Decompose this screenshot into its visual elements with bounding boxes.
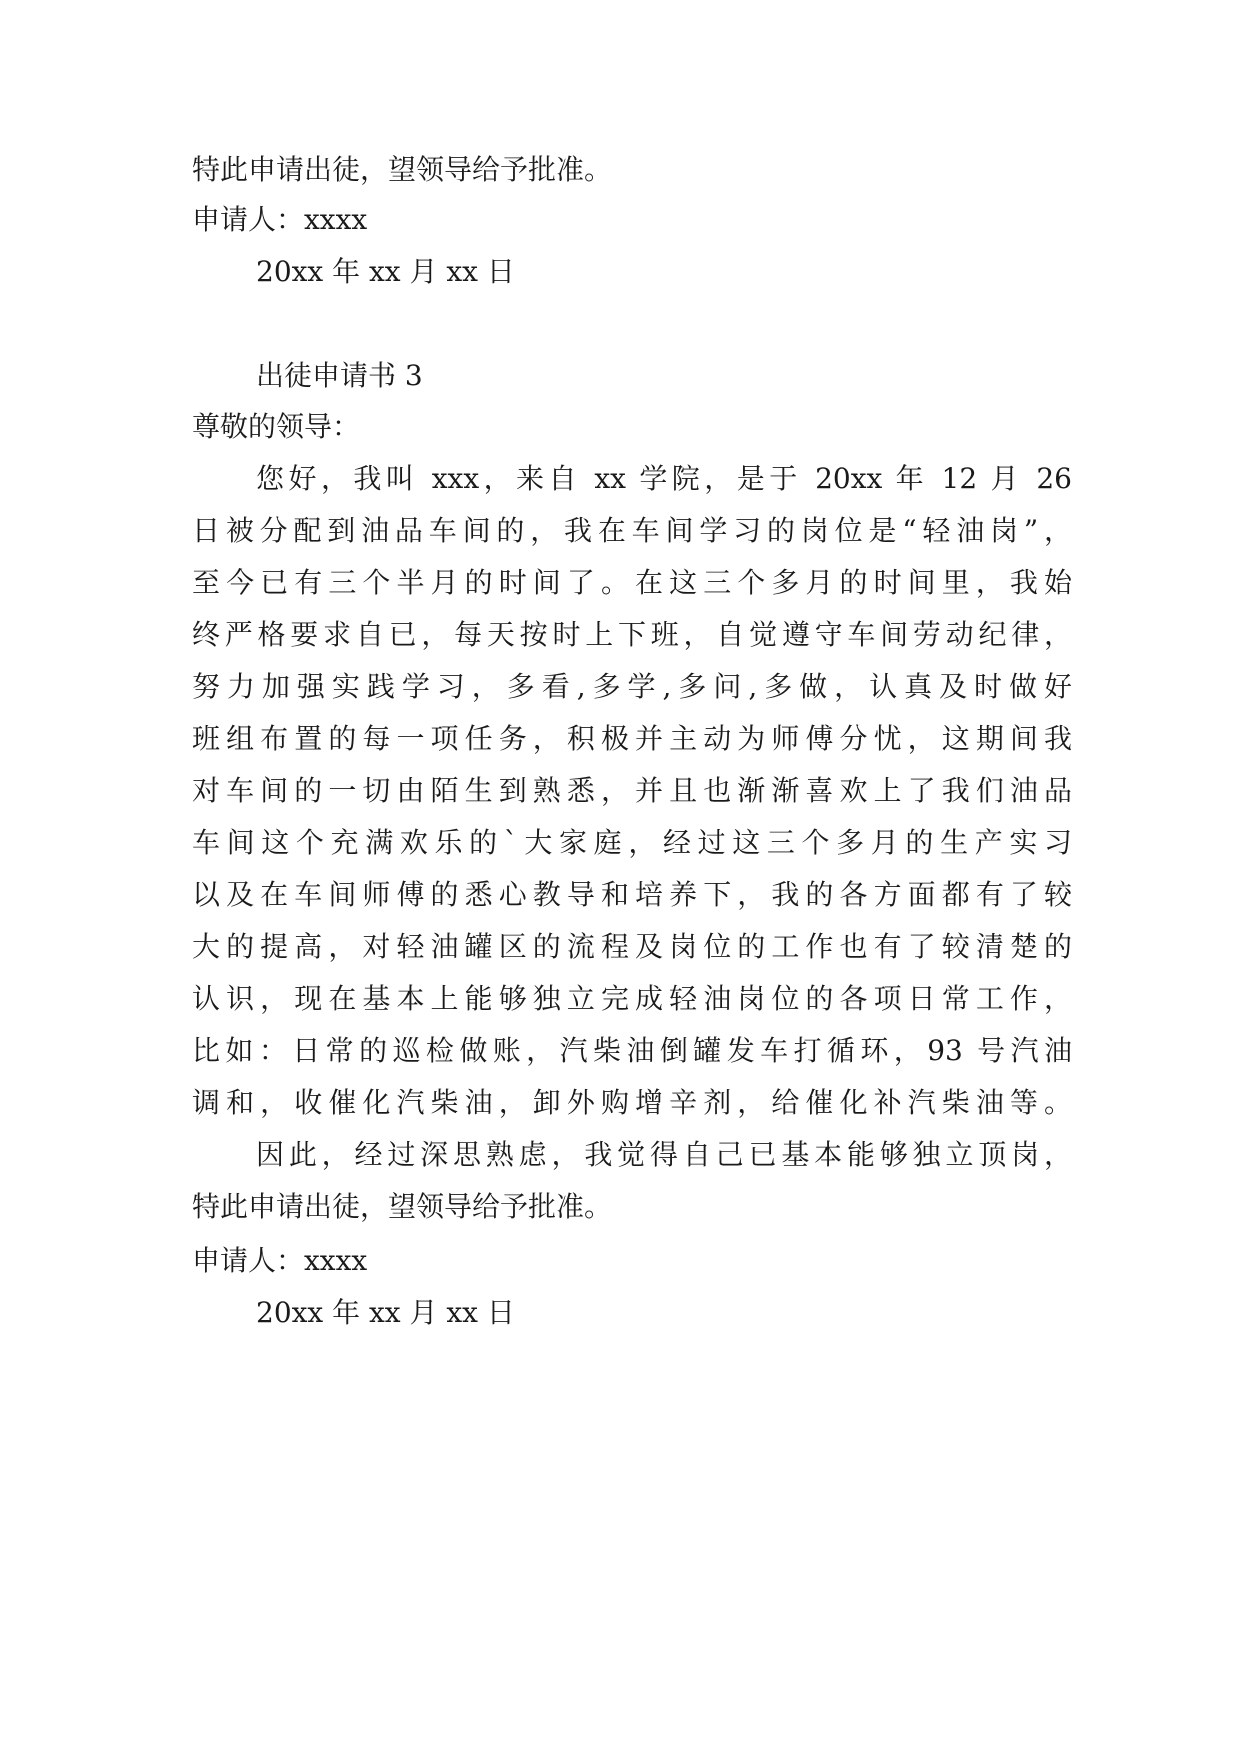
paragraph-line: 因此，经过深思熟虑，我觉得自己已基本能够独立顶岗， bbox=[256, 1138, 1072, 1171]
paragraph-line: 至今已有三个半月的时间了。在这三个多月的时间里，我始 bbox=[192, 566, 1072, 599]
paragraph-line: 特此申请出徒，望领导给予批准。 bbox=[192, 1190, 613, 1223]
date-line: 20xx 年 xx 月 xx 日 bbox=[256, 255, 515, 288]
applicant-line: 申请人：xxxx bbox=[192, 1244, 368, 1277]
paragraph-line: 车间这个充满欢乐的`大家庭，经过这三个多月的生产实习 bbox=[192, 826, 1072, 859]
paragraph-line: 努力加强实践学习，多看,多学,多问,多做，认真及时做好 bbox=[192, 670, 1072, 703]
paragraph-line: 班组布置的每一项任务，积极并主动为师傅分忧，这期间我 bbox=[192, 722, 1072, 755]
salutation: 尊敬的领导： bbox=[192, 410, 361, 443]
closing-line: 特此申请出徒，望领导给予批准。 bbox=[192, 153, 613, 186]
paragraph-line: 以及在车间师傅的悉心教导和培养下，我的各方面都有了较 bbox=[192, 878, 1072, 911]
paragraph-line: 比如：日常的巡检做账，汽柴油倒罐发车打循环，93 号汽油 bbox=[192, 1034, 1072, 1067]
applicant-line: 申请人：xxxx bbox=[192, 203, 368, 236]
paragraph-line: 大的提高，对轻油罐区的流程及岗位的工作也有了较清楚的 bbox=[192, 930, 1072, 963]
paragraph-line: 您好，我叫 xxx，来自 xx 学院，是于 20xx 年 12 月 26 bbox=[256, 462, 1072, 495]
date-line: 20xx 年 xx 月 xx 日 bbox=[256, 1296, 515, 1329]
paragraph-line: 终严格要求自已，每天按时上下班，自觉遵守车间劳动纪律， bbox=[192, 618, 1072, 651]
paragraph-line: 日被分配到油品车间的，我在车间学习的岗位是“轻油岗”， bbox=[192, 514, 1072, 547]
paragraph-line: 对车间的一切由陌生到熟悉，并且也渐渐喜欢上了我们油品 bbox=[192, 774, 1072, 807]
section-title: 出徒申请书 3 bbox=[256, 359, 423, 392]
paragraph-line: 认识，现在基本上能够独立完成轻油岗位的各项日常工作， bbox=[192, 982, 1072, 1015]
paragraph-line: 调和，收催化汽柴油，卸外购增辛剂，给催化补汽柴油等。 bbox=[192, 1086, 1072, 1119]
